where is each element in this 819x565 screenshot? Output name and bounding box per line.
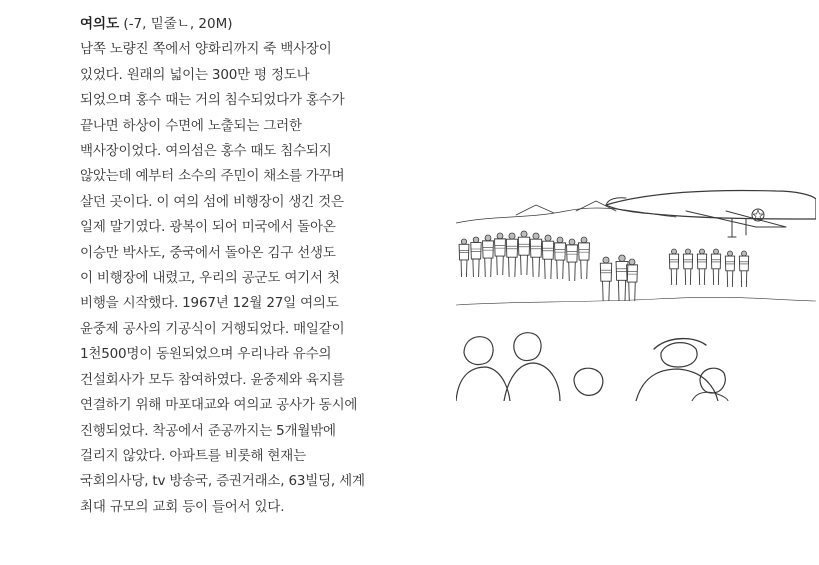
spectator-head xyxy=(514,333,541,361)
body-line: 1천500명이 동원되었으며 우리나라 유수의 xyxy=(80,346,332,363)
soldiers-left-group xyxy=(459,231,589,281)
soldier-figure xyxy=(567,239,578,281)
spectator-body xyxy=(504,363,560,401)
spectator-body xyxy=(692,392,728,401)
spectator-head xyxy=(464,337,493,365)
body-line: 끝나면 하상이 수면에 노출되는 그러한 xyxy=(80,117,302,134)
body-line: 이 비행장에 내렸고, 우리의 공군도 여기서 첫 xyxy=(80,270,340,287)
soldier-figure xyxy=(555,237,566,279)
body-line: 않았는데 예부터 소수의 주민이 채소를 가꾸며 xyxy=(80,168,345,185)
central-figures xyxy=(600,255,637,301)
soldier-figure xyxy=(669,249,678,285)
soldier-figure xyxy=(711,249,720,285)
body-line: 일제 말기였다. 광복이 되어 미국에서 돌아온 xyxy=(80,219,336,236)
body-line: 되었으며 홍수 때는 거의 침수되었다가 홍수가 xyxy=(80,92,345,109)
pencil-sketch-icon xyxy=(456,153,816,401)
body-line: 진행되었다. 착공에서 준공까지는 5개월밖에 xyxy=(80,422,336,439)
body-line: 있었다. 원래의 넓이는 300만 평 정도나 xyxy=(80,66,310,83)
body-line: 연결하기 위해 마포대교와 여의교 공사가 동시에 xyxy=(80,397,358,414)
soldier-figure xyxy=(683,249,692,285)
spectator-head xyxy=(574,368,603,395)
soldier-figure xyxy=(627,259,638,301)
body-line: 살던 곳이다. 이 여의 섬에 비행장이 생긴 것은 xyxy=(80,193,344,210)
body-line: 남쪽 노량진 쪽에서 양화리까지 죽 백사장이 xyxy=(80,41,332,58)
soldier-figure xyxy=(483,235,494,277)
soldier-figure xyxy=(506,233,517,277)
spectator-body xyxy=(636,369,718,401)
foreground-spectators xyxy=(456,333,728,401)
spectator-cap xyxy=(654,339,706,349)
soldier-figure xyxy=(530,233,541,277)
soldier-figure xyxy=(471,237,481,277)
body-line: 윤중제 공사의 기공식이 거행되었다. 매일같이 xyxy=(80,320,345,337)
spectator-body xyxy=(456,367,510,401)
soldier-figure xyxy=(725,251,734,287)
soldier-figure xyxy=(579,237,590,279)
article-heading xyxy=(80,12,380,37)
body-line: 국회의사당, tv 방송국, 증권거래소, 63빌딩, 세계 xyxy=(80,473,365,490)
soldier-figure xyxy=(600,257,611,301)
body-line: 이승만 박사도, 중국에서 돌아온 김구 선생도 xyxy=(80,244,336,261)
soldiers-right-group xyxy=(669,249,748,287)
soldier-figure xyxy=(739,251,748,287)
soldier-figure xyxy=(697,249,706,285)
article-meta: (-7, 밑줄ㄴ, 20M) xyxy=(123,16,233,32)
airfield-sketch-illustration xyxy=(456,153,816,401)
spectator-head xyxy=(661,343,697,367)
article-text xyxy=(80,12,380,520)
body-line: 백사장이었다. 여의섬은 홍수 때도 침수되지 xyxy=(80,143,332,160)
airplane-fuselage xyxy=(606,191,816,219)
soldier-figure xyxy=(616,255,628,301)
soldier-figure xyxy=(542,235,553,279)
soldier-figure xyxy=(518,231,529,275)
soldier-figure xyxy=(495,233,506,275)
airplane xyxy=(606,191,816,237)
tarmac-line xyxy=(456,297,816,305)
body-line: 최대 규모의 교회 등이 들어서 있다. xyxy=(80,498,285,515)
body-line: 걸리지 않았다. 아파트를 비롯해 현재는 xyxy=(80,447,306,464)
soldier-figure xyxy=(459,239,469,277)
body-line: 건설회사가 모두 참여하였다. 윤중제와 육지를 xyxy=(80,371,345,388)
article-title: 여의도 xyxy=(80,16,120,32)
body-line: 비행을 시작했다. 1967년 12월 27일 여의도 xyxy=(80,295,339,312)
horizon-line xyxy=(456,208,676,223)
